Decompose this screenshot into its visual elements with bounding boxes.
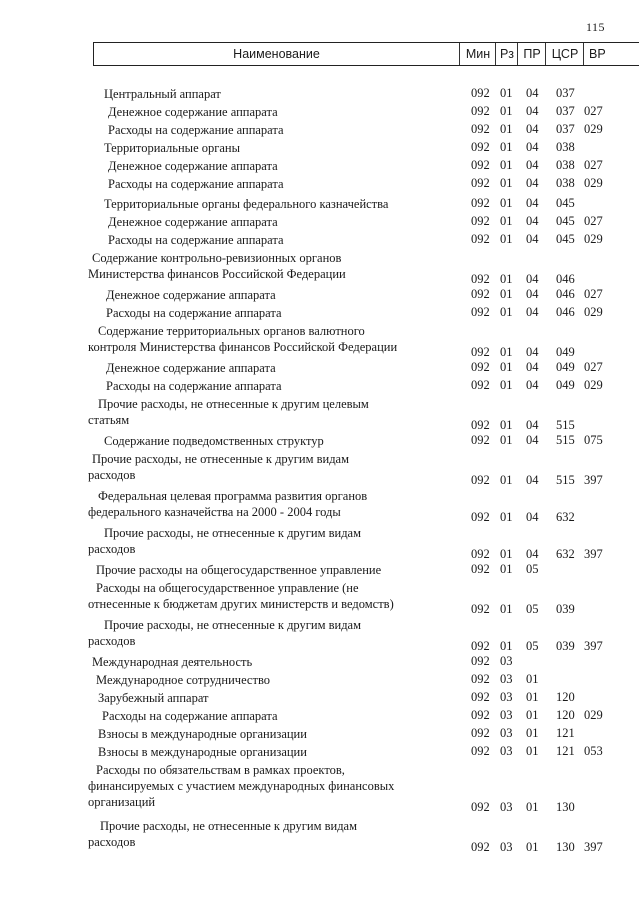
row-pr: 04 <box>526 104 539 118</box>
row-name: статьям <box>88 413 130 427</box>
row-name: федерального казначейства на 2000 - 2004 годы <box>88 505 341 519</box>
row-min: 092 <box>471 547 490 561</box>
row-pr: 04 <box>526 547 539 561</box>
row-name: Расходы на содержание аппарата <box>108 233 284 247</box>
row-rz: 03 <box>500 672 513 686</box>
row-min: 092 <box>471 104 490 118</box>
row-pr: 05 <box>526 562 539 576</box>
row-pr: 05 <box>526 602 539 616</box>
row-name: Денежное содержание аппарата <box>108 215 278 229</box>
row-name: Прочие расходы, не отнесенные к другим целевым <box>98 397 369 411</box>
row-vr: 075 <box>584 433 603 447</box>
row-csr: 037 <box>556 86 575 100</box>
row-rz: 03 <box>500 654 513 668</box>
row-name: контроля Министерства финансов Российской Федерации <box>88 340 398 354</box>
row-csr: 045 <box>556 232 575 246</box>
row-pr: 04 <box>526 158 539 172</box>
row-rz: 03 <box>500 744 513 758</box>
row-vr: 029 <box>584 122 603 136</box>
row-csr: 121 <box>556 744 575 758</box>
row-name: Расходы по обязательствам в рамках проектов, <box>96 763 345 777</box>
row-csr: 037 <box>556 122 575 136</box>
page-number: 115 <box>586 20 606 34</box>
row-min: 092 <box>471 726 490 740</box>
row-name: Международное сотрудничество <box>96 673 271 687</box>
row-min: 092 <box>471 196 490 210</box>
row-pr: 04 <box>526 176 539 190</box>
row-rz: 03 <box>500 690 513 704</box>
row-name: отнесенные к бюджетам других министерств и ведомств) <box>88 597 394 611</box>
row-csr: 046 <box>556 305 575 319</box>
row-rz: 01 <box>500 140 513 154</box>
row-csr: 049 <box>556 378 575 392</box>
row-pr: 04 <box>526 345 539 359</box>
row-min: 092 <box>471 214 490 228</box>
row-vr: 027 <box>584 360 603 374</box>
row-name: Прочие расходы на общегосударственное управление <box>96 563 382 577</box>
row-min: 092 <box>471 744 490 758</box>
row-pr: 04 <box>526 360 539 374</box>
row-csr: 046 <box>556 287 575 301</box>
row-vr: 027 <box>584 104 603 118</box>
row-min: 092 <box>471 272 490 286</box>
row-vr: 029 <box>584 176 603 190</box>
row-name: Взносы в международные организации <box>98 745 307 759</box>
row-vr: 029 <box>584 305 603 319</box>
row-min: 092 <box>471 232 490 246</box>
row-csr: 515 <box>556 418 575 432</box>
row-rz: 01 <box>500 122 513 136</box>
row-min: 092 <box>471 562 490 576</box>
row-csr: 038 <box>556 140 575 154</box>
row-name: Федеральная целевая программа развития органов <box>98 489 368 503</box>
row-pr: 04 <box>526 433 539 447</box>
row-csr: 045 <box>556 214 575 228</box>
row-pr: 04 <box>526 86 539 100</box>
row-pr: 04 <box>526 232 539 246</box>
row-min: 092 <box>471 840 490 854</box>
row-pr: 01 <box>526 840 539 854</box>
row-name: Прочие расходы, не отнесенные к другим видам <box>100 819 358 833</box>
row-name: Расходы на общегосударственное управление (не <box>96 581 359 595</box>
row-min: 092 <box>471 654 490 668</box>
row-csr: 515 <box>556 473 575 487</box>
row-name: Министерства финансов Российской Федерации <box>88 267 346 281</box>
row-pr: 04 <box>526 510 539 524</box>
row-rz: 01 <box>500 345 513 359</box>
row-min: 092 <box>471 305 490 319</box>
row-rz: 01 <box>500 418 513 432</box>
header-vr: ВР <box>583 43 639 65</box>
row-rz: 01 <box>500 602 513 616</box>
row-name: Расходы на содержание аппарата <box>106 379 282 393</box>
row-csr: 049 <box>556 345 575 359</box>
row-name: Территориальные органы <box>104 141 241 155</box>
row-name: Денежное содержание аппарата <box>108 159 278 173</box>
header-name: Наименование <box>233 47 320 61</box>
row-csr: 039 <box>556 639 575 653</box>
row-rz: 01 <box>500 433 513 447</box>
header-rz: Рз <box>495 43 518 65</box>
row-csr: 632 <box>556 547 575 561</box>
row-rz: 01 <box>500 639 513 653</box>
row-rz: 01 <box>500 547 513 561</box>
row-pr: 04 <box>526 473 539 487</box>
row-vr: 029 <box>584 708 603 722</box>
row-pr: 01 <box>526 726 539 740</box>
row-min: 092 <box>471 345 490 359</box>
row-rz: 01 <box>500 86 513 100</box>
row-vr: 397 <box>584 547 603 561</box>
row-name: Центральный аппарат <box>104 87 221 101</box>
row-csr: 038 <box>556 158 575 172</box>
row-rz: 03 <box>500 840 513 854</box>
row-csr: 120 <box>556 708 575 722</box>
row-csr: 046 <box>556 272 575 286</box>
row-csr: 121 <box>556 726 575 740</box>
row-vr: 029 <box>584 232 603 246</box>
row-name: расходов <box>88 835 136 849</box>
row-min: 092 <box>471 287 490 301</box>
row-min: 092 <box>471 86 490 100</box>
row-min: 092 <box>471 602 490 616</box>
row-min: 092 <box>471 708 490 722</box>
row-rz: 01 <box>500 104 513 118</box>
header-pr: ПР <box>517 43 546 65</box>
row-min: 092 <box>471 122 490 136</box>
row-pr: 04 <box>526 272 539 286</box>
row-rz: 01 <box>500 232 513 246</box>
row-pr: 01 <box>526 800 539 814</box>
row-min: 092 <box>471 473 490 487</box>
row-vr: 397 <box>584 639 603 653</box>
row-rz: 01 <box>500 158 513 172</box>
row-name: Прочие расходы, не отнесенные к другим видам <box>92 452 350 466</box>
row-name: Территориальные органы федерального казначейства <box>104 197 389 211</box>
row-pr: 05 <box>526 639 539 653</box>
row-csr: 049 <box>556 360 575 374</box>
row-vr: 027 <box>584 214 603 228</box>
row-rz: 01 <box>500 510 513 524</box>
row-pr: 04 <box>526 122 539 136</box>
row-csr: 037 <box>556 104 575 118</box>
row-pr: 01 <box>526 708 539 722</box>
header-min: Мин <box>459 43 496 65</box>
row-name: Содержание подведомственных структур <box>104 434 324 448</box>
row-name: Денежное содержание аппарата <box>108 105 278 119</box>
row-rz: 01 <box>500 378 513 392</box>
row-pr: 04 <box>526 305 539 319</box>
row-name: Денежное содержание аппарата <box>106 288 276 302</box>
row-rz: 01 <box>500 196 513 210</box>
row-min: 092 <box>471 158 490 172</box>
row-name: Расходы на содержание аппарата <box>108 123 284 137</box>
row-name: Прочие расходы, не отнесенные к другим видам <box>104 526 362 540</box>
row-name: финансируемых с участием международных финансовых <box>88 779 395 793</box>
row-min: 092 <box>471 378 490 392</box>
row-name: Зарубежный аппарат <box>98 691 209 705</box>
row-pr: 04 <box>526 418 539 432</box>
row-vr: 029 <box>584 378 603 392</box>
row-name: организаций <box>88 795 156 809</box>
row-name: Международная деятельность <box>92 655 253 669</box>
row-name: Расходы на содержание аппарата <box>102 709 278 723</box>
row-rz: 01 <box>500 360 513 374</box>
row-min: 092 <box>471 140 490 154</box>
row-rz: 01 <box>500 272 513 286</box>
row-min: 092 <box>471 418 490 432</box>
row-csr: 120 <box>556 690 575 704</box>
row-pr: 01 <box>526 672 539 686</box>
row-pr: 04 <box>526 287 539 301</box>
row-pr: 04 <box>526 214 539 228</box>
row-rz: 03 <box>500 800 513 814</box>
row-csr: 515 <box>556 433 575 447</box>
row-csr: 130 <box>556 800 575 814</box>
row-csr: 130 <box>556 840 575 854</box>
row-csr: 632 <box>556 510 575 524</box>
row-name: Прочие расходы, не отнесенные к другим видам <box>104 618 362 632</box>
row-pr: 04 <box>526 140 539 154</box>
row-name: Содержание контрольно-ревизионных органов <box>92 251 342 265</box>
row-rz: 01 <box>500 473 513 487</box>
row-rz: 01 <box>500 214 513 228</box>
row-name: Содержание территориальных органов валютного <box>98 324 365 338</box>
row-min: 092 <box>471 690 490 704</box>
row-name: Расходы на содержание аппарата <box>108 177 284 191</box>
row-vr: 027 <box>584 158 603 172</box>
row-csr: 045 <box>556 196 575 210</box>
row-name: Расходы на содержание аппарата <box>106 306 282 320</box>
row-name: расходов <box>88 634 136 648</box>
row-pr: 04 <box>526 196 539 210</box>
row-vr: 397 <box>584 473 603 487</box>
row-name: Взносы в международные организации <box>98 727 307 741</box>
row-rz: 01 <box>500 305 513 319</box>
row-pr: 01 <box>526 744 539 758</box>
header-csr: ЦСР <box>545 43 584 65</box>
row-min: 092 <box>471 176 490 190</box>
row-min: 092 <box>471 672 490 686</box>
row-vr: 053 <box>584 744 603 758</box>
row-rz: 03 <box>500 708 513 722</box>
row-rz: 01 <box>500 562 513 576</box>
row-min: 092 <box>471 433 490 447</box>
row-name: расходов <box>88 468 136 482</box>
row-rz: 01 <box>500 176 513 190</box>
row-min: 092 <box>471 360 490 374</box>
row-rz: 01 <box>500 287 513 301</box>
row-csr: 039 <box>556 602 575 616</box>
row-name: Денежное содержание аппарата <box>106 361 276 375</box>
row-vr: 397 <box>584 840 603 854</box>
row-min: 092 <box>471 800 490 814</box>
row-rz: 03 <box>500 726 513 740</box>
row-name: расходов <box>88 542 136 556</box>
row-min: 092 <box>471 639 490 653</box>
row-pr: 04 <box>526 378 539 392</box>
row-csr: 038 <box>556 176 575 190</box>
row-vr: 027 <box>584 287 603 301</box>
row-pr: 01 <box>526 690 539 704</box>
row-min: 092 <box>471 510 490 524</box>
